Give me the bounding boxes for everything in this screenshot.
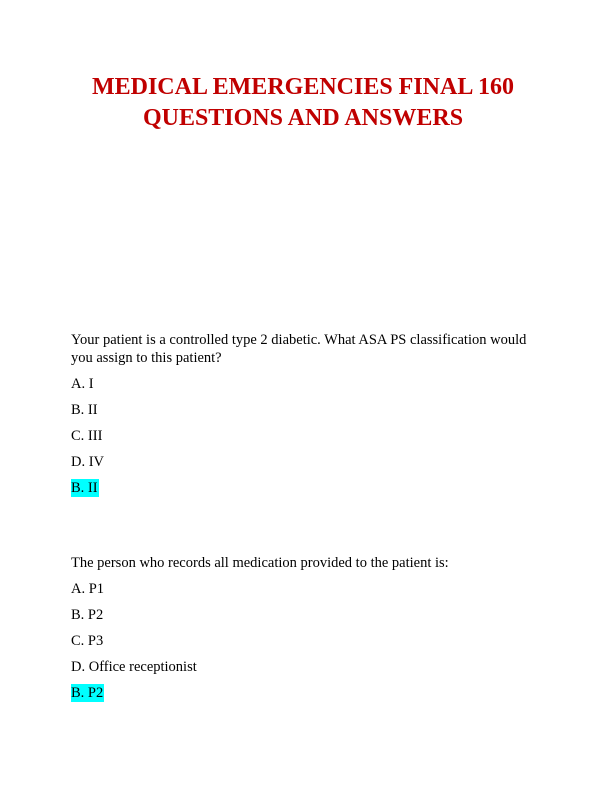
question-text: The person who records all medication provided to the patient is: [71, 555, 449, 571]
option-d: D. IV [71, 454, 105, 470]
question-2 [71, 554, 551, 702]
answer-highlight: B. P2 [71, 685, 104, 701]
option-a: A. P1 [71, 581, 105, 597]
title-line-1: MEDICAL EMERGENCIES FINAL 160 [91, 74, 515, 100]
title-line-2: QUESTIONS AND ANSWERS [142, 105, 464, 131]
option-c: C. P3 [71, 633, 104, 649]
page-title [0, 72, 606, 134]
answer-line [71, 479, 551, 497]
question-text: Your patient is a controlled type 2 diabetic. What ASA PS classification would you assign to this patient? [71, 332, 527, 366]
answer-highlight: B. II [71, 480, 98, 496]
option-d: D. Office receptionist [71, 659, 197, 675]
option-b: B. II [71, 402, 98, 418]
option-a: A. I [71, 376, 94, 392]
option-b: B. P2 [71, 607, 104, 623]
question-1 [71, 331, 551, 497]
answer-line [71, 684, 551, 702]
option-c: C. III [71, 428, 103, 444]
